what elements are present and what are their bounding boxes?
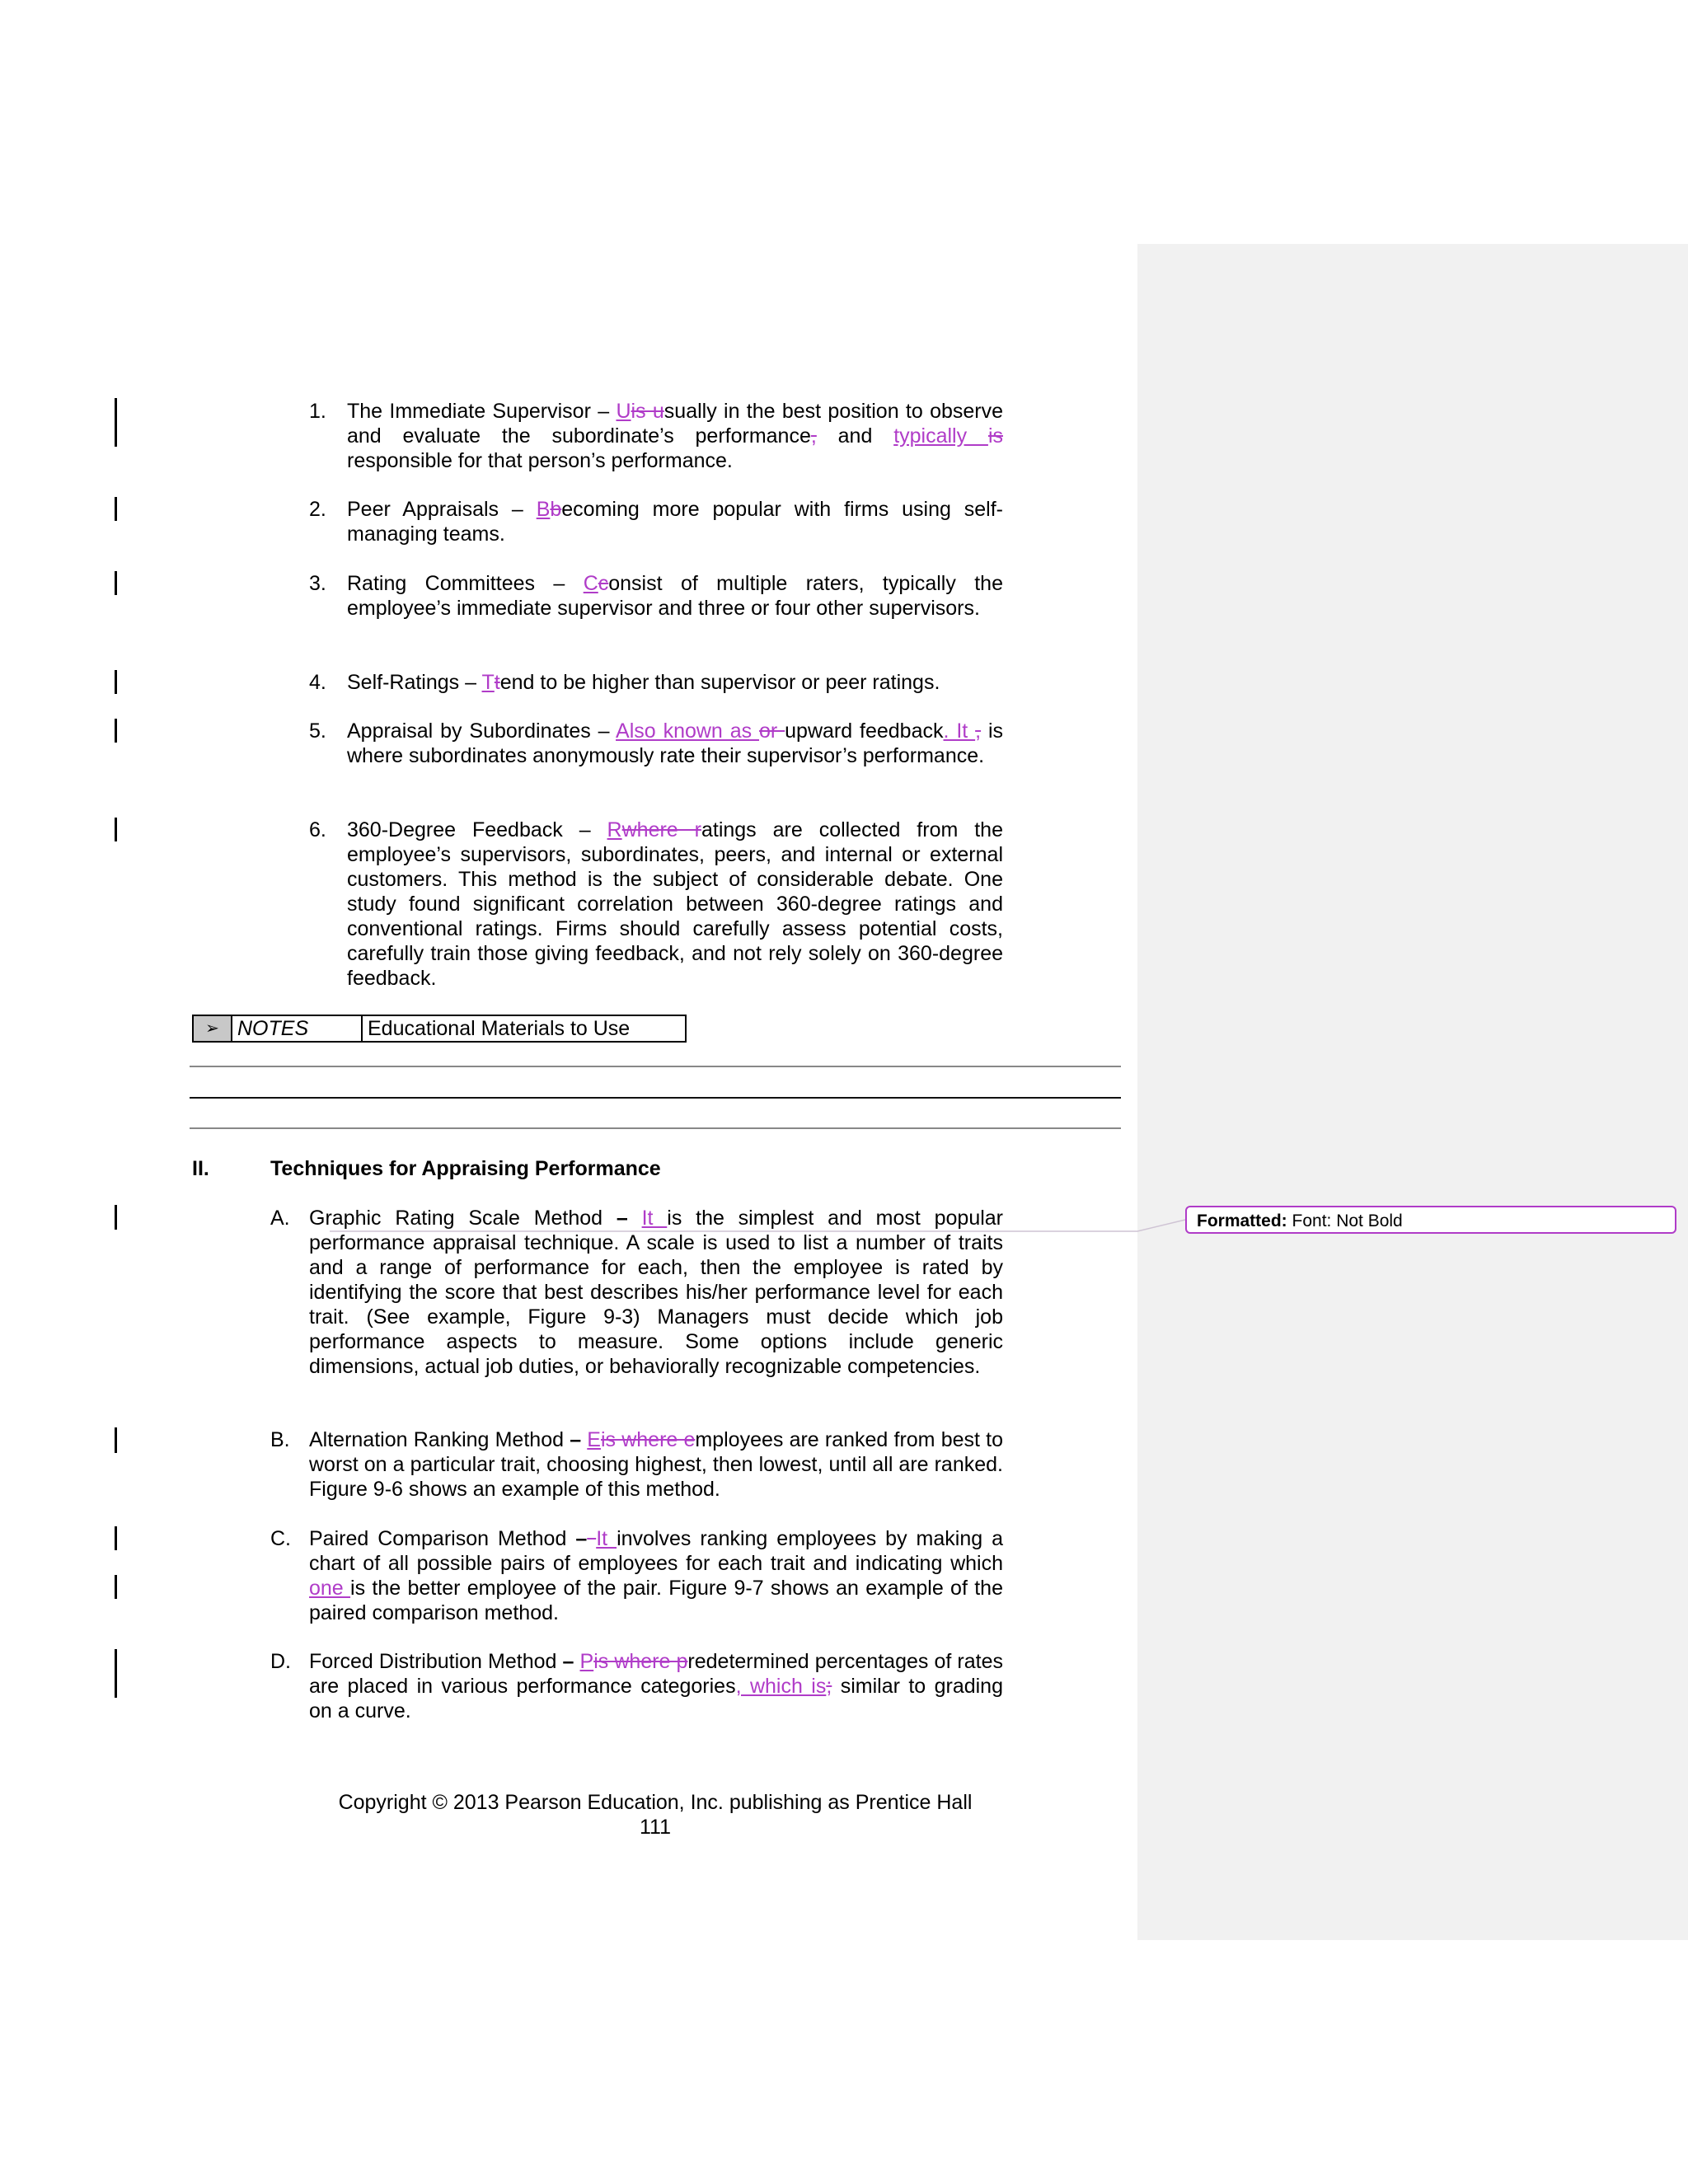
method-letter: B. <box>270 1428 290 1451</box>
inserted-text: It <box>641 1207 668 1230</box>
item-number: 2. <box>309 498 326 521</box>
dash: – <box>562 1650 580 1673</box>
formatting-comment-balloon[interactable] <box>1185 1206 1676 1234</box>
comment-label: Formatted: <box>1197 1212 1287 1230</box>
inserted-text: . It <box>943 719 976 743</box>
inserted-text: T <box>481 671 495 694</box>
text-run: 360-Degree Feedback – <box>347 818 607 841</box>
text-run: sually in the best position to observe and evaluate the subordinate’s performance <box>347 400 1004 448</box>
text-run: end to be higher than supervisor or peer ratings. <box>499 671 940 694</box>
deleted-text: c <box>598 572 609 595</box>
comment-text: Font: Not Bold <box>1287 1212 1403 1230</box>
dash: – <box>616 1207 642 1230</box>
item-number: 4. <box>309 671 326 694</box>
inserted-text: It <box>596 1527 617 1550</box>
method-letter: A. <box>270 1207 290 1230</box>
deleted-text: , <box>975 719 982 743</box>
page-number: 111 <box>639 1816 671 1839</box>
text-run: Forced Distribution Method <box>309 1650 563 1673</box>
deleted-text: is <box>987 424 1003 448</box>
text-run: Self-Ratings – <box>347 671 482 694</box>
section-numeral: II. <box>192 1157 209 1180</box>
inserted-text: one <box>309 1577 351 1600</box>
text-run: Graphic Rating Scale Method <box>309 1207 617 1230</box>
deleted-text: , <box>810 424 817 448</box>
method-letter: C. <box>270 1527 291 1550</box>
notes-label: NOTES <box>232 1016 363 1041</box>
text-run: Alternation Ranking Method <box>309 1428 570 1451</box>
item-number: 6. <box>309 818 326 841</box>
text-run: upward feedback <box>785 719 944 743</box>
text-run: Rating Committees – <box>347 572 584 595</box>
text-run: and <box>816 424 894 448</box>
text-run: is the simplest and most popular performance appraisal technique. A scale is used to list a number of traits and a range of performance for each, then the employee is rated by identifying the score that best describes his/her performance level for each trait. (See example, Figure 9-3) Managers must decide which job performance aspects to measure. Some options include generic dimensions, actual job duties, or behaviorally recognizable competencies. <box>309 1207 1004 1378</box>
text-run: redetermined percentages of rates are placed in various performance categories <box>309 1650 1003 1698</box>
inserted-text: , which is <box>735 1675 827 1698</box>
text-run: mployees are ranked from best to worst on a particular trait, choosing highest, then lowest, until all are ranked. Figure 9-6 shows an example of this method. <box>309 1428 1003 1501</box>
deleted-text: t <box>494 671 500 694</box>
text-run: involves ranking employees by making a chart of all possible pairs of employees for each trait and indicating which <box>309 1527 1003 1575</box>
text-run: The Immediate Supervisor – <box>347 400 617 423</box>
arrow-bullet-icon: ➢ <box>194 1016 232 1041</box>
method-letter: D. <box>270 1650 291 1673</box>
text-run: Peer Appraisals – <box>347 498 537 521</box>
inserted-text: Also known as <box>616 719 760 743</box>
inserted-text: E <box>587 1428 601 1451</box>
inserted-text: U <box>616 400 631 423</box>
item-number: 5. <box>309 719 326 743</box>
text-run: is where subordinates anonymously rate their supervisor’s performance. <box>347 719 1004 767</box>
inserted-text: C <box>583 572 598 595</box>
copyright-footer: Copyright © 2013 Pearson Education, Inc. publishing as Prentice Hall <box>338 1791 973 1814</box>
text-run: responsible for that person’s performance. <box>347 449 733 472</box>
notes-text[interactable]: Educational Materials to Use <box>368 1017 631 1040</box>
deleted-text: is where e <box>600 1428 696 1451</box>
deleted-text: is u <box>631 400 664 423</box>
deleted-text: where r <box>621 818 701 841</box>
item-number: 1. <box>309 400 326 423</box>
inserted-text: R <box>607 818 622 841</box>
text-run: Paired Comparison Method <box>309 1527 576 1550</box>
deleted-text: ; <box>826 1675 832 1698</box>
deleted-text: is where p <box>593 1650 688 1673</box>
inserted-text: B <box>536 498 551 521</box>
section-title: Techniques for Appraising Performance <box>270 1157 661 1180</box>
dash: – <box>570 1428 588 1451</box>
text-run: onsist of multiple raters, typically the employee’s immediate supervisor and three or four other supervisors. <box>347 572 1003 620</box>
deleted-text: b <box>550 498 562 521</box>
dash: – <box>575 1527 588 1550</box>
text-run: is the better employee of the pair. Figure 9-7 shows an example of the paired comparison method. <box>309 1577 1003 1624</box>
inserted-text: P <box>579 1650 594 1673</box>
deleted-text: or <box>759 719 785 743</box>
text-run: Appraisal by Subordinates – <box>347 719 617 743</box>
inserted-text: typically <box>893 424 988 448</box>
item-number: 3. <box>309 572 326 595</box>
text-run: ecoming more popular with firms using self-managing teams. <box>347 498 1003 546</box>
text-run: atings are collected from the employee’s supervisors, subordinates, peers, and internal or external customers. This method is the subject of considerable debate. One study found significant correlation between 360-degree ratings and conventional ratings. Firms should carefully assess potential costs, carefully train those giving feedback, and not rely solely on 360-degree feedback. <box>347 818 1003 990</box>
text-run: similar to grading on a curve. <box>309 1675 1003 1722</box>
